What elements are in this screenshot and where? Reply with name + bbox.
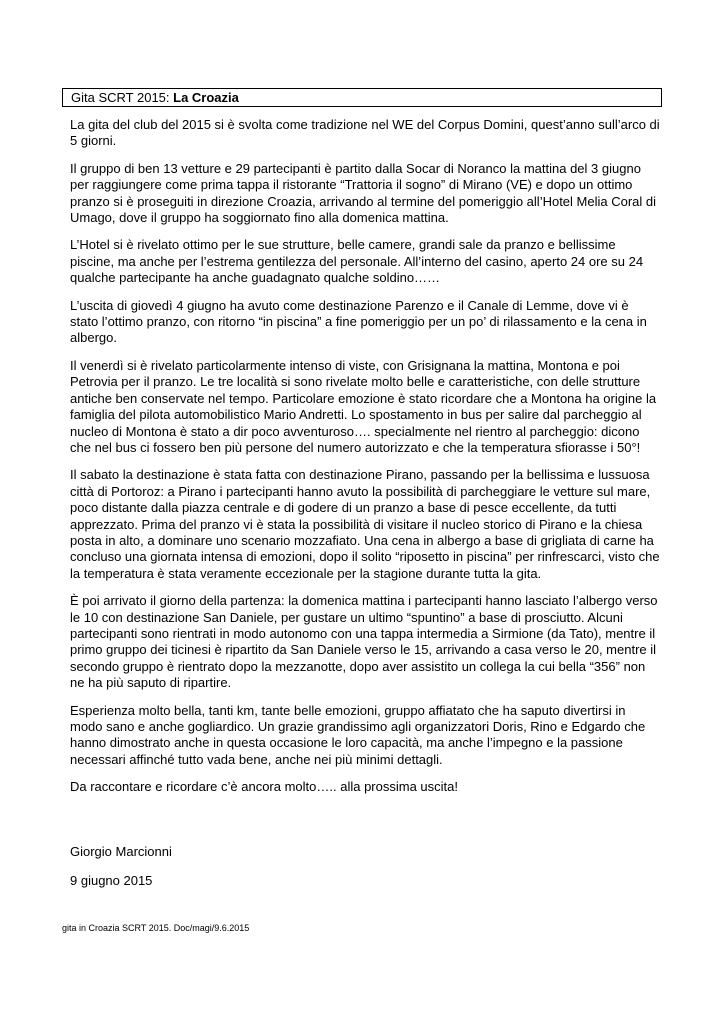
document-footer: gita in Croazia SCRT 2015. Doc/magi/9.6.2015 (62, 923, 250, 933)
paragraph-friday: Il venerdì si è rivelato particolarmente intenso di viste, con Grisignana la mattina, Montona e poi Petrovia per il pranzo. Le tre località si sono rivelate molto belle e caratteristiche, con delle strutture antiche ben conservate nel tempo. Particolare emozione è stato ricordare che a Montona ha origine la famiglia del pilota automobilistico Mario Andretti. Lo spostamento in bus per salire dal parcheggio al nucleo di Montona è stato a dir poco avventuroso…. specialmente nel rientro al parcheggio: dicono che nel bus ci fossero ben più persone del numero autorizzato e che la temperatura sfiorasse i 50°! (70, 357, 657, 455)
document-title-box (62, 88, 662, 107)
document-body (70, 117, 660, 807)
document-title-emphasis: La Croazia (173, 90, 239, 105)
paragraph-thanks: Esperienza molto bella, tanti km, tante belle emozioni, gruppo affiatato che ha saputo divertirsi in modo sano e anche gogliardico. Un grazie grandissimo agli organizzatori Doris, Rino e Edgardo che hanno dimostrato anche in questa occasione le loro capacità, ma anche l’impegno e la passione necessari affinché tutto vada bene, anche nei più minimi dettagli. (70, 702, 646, 767)
paragraph-thursday: L’uscita di giovedì 4 giugno ha avuto come destinazione Parenzo e il Canale di Lemme, dove vi è stato l’ottimo pranzo, con ritorno “in piscina” a fine pomeriggio per un po’ di rilassamento e la cena in albergo. (70, 297, 647, 346)
paragraph-departure: Il gruppo di ben 13 vetture e 29 partecipanti è partito dalla Socar di Noranco la mattina del 3 giugno per raggiungere come prima tappa il ristorante “Trattoria il sogno” di Mirano (VE) e dopo un ottimo pranzo si è proseguiti in direzione Croazia, arrivando al termine del pomeriggio all’Hotel Melia Coral di Umago, dove il gruppo ha soggiornato fino alla domenica mattina. (70, 160, 657, 226)
paragraph-closing: Da raccontare e ricordare c’è ancora molto….. alla prossima uscita! (70, 779, 458, 795)
document-title-prefix: Gita SCRT 2015: (71, 90, 174, 105)
signature-author: Giorgio Marcionni (70, 844, 172, 859)
signature-date: 9 giugno 2015 (70, 873, 153, 888)
paragraph-sunday: È poi arrivato il giorno della partenza: la domenica mattina i partecipanti hanno lasciato l’albergo verso le 10 con destinazione San Daniele, per gustare un ultimo “spuntino” a base di prosciutto. Alcuni partecipanti sono rientrati in modo autonomo con una tappa intermedia a Sirmione (da Tato), mentre il primo gruppo dei ticinesi è ripartito da San Daniele verso le 15, arrivando a casa verso le 20, mentre il secondo gruppo è rientrato dopo la mezzanotte, dopo aver assistito un collega la cui bella “356” non ne ha più saputo di ripartire. (70, 593, 658, 691)
paragraph-hotel: L’Hotel si è rivelato ottimo per le sue strutture, belle camere, grandi sale da pranzo e bellissime piscine, ma anche per l’estrema gentilezza del personale. All’interno del casino, aperto 24 ore su 24 qualche partecipante ha anche guadagnato qualche soldino…… (70, 237, 644, 286)
paragraph-intro: La gita del club del 2015 si è svolta come tradizione nel WE del Corpus Domini, quest’anno sull’arco di 5 giorni. (70, 117, 660, 149)
paragraph-saturday: Il sabato la destinazione è stata fatta con destinazione Pirano, passando per la bellissima e lussuosa città di Portoroz: a Pirano i partecipanti hanno avuto la possibilità di parcheggiare le vetture sul mare, poco distante dalla piazza centrale e di godere di un pranzo a base di pesce eccellente, da tutti apprezzato. Prima del pranzo vi è stata la possibilità di visitare il nucleo storico di Pirano e la chiesa posta in alto, a dominare uno scenario mozzafiato. Una cena in albergo a base di grigliata di carne ha concluso una giornata intensa di emozioni, dopo il solito “riposetto in piscina” per rinfrescarci, visto che la temperatura è stata veramente eccezionale per la stagione durante tutta la gita. (70, 467, 660, 581)
